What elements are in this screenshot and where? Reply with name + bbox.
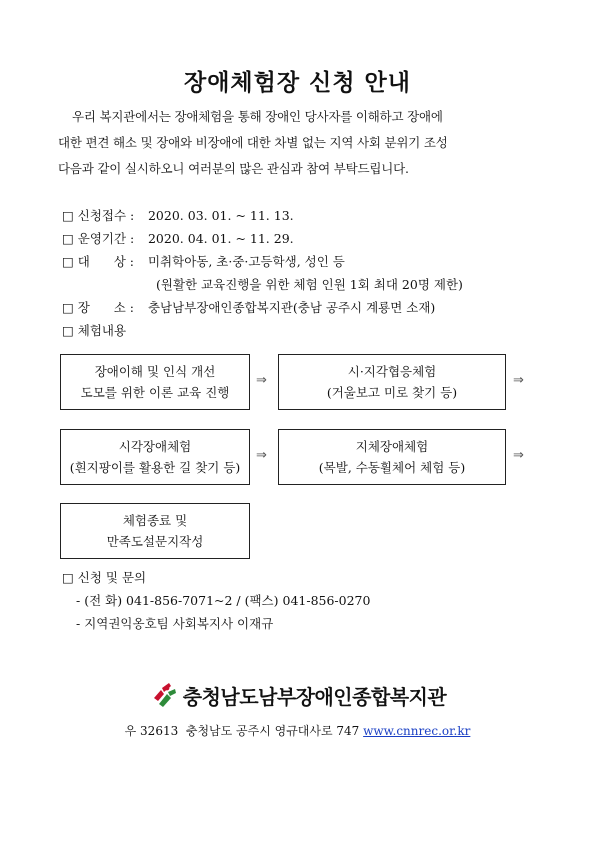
intro-line: 우리 복지관에서는 장애체험을 통해 장애인 당사자를 이해하고 장애에: [72, 109, 443, 124]
program-box-line: 지체장애체험: [355, 439, 429, 454]
contact-heading: □ 신청 및 문의: [62, 570, 147, 585]
program-box-line: (거울보고 미로 찾기 등): [326, 385, 458, 400]
program-box-theory: [60, 354, 250, 410]
info-apply-label: □ 신청접수 :: [62, 208, 135, 223]
info-program-label: □ 체험내용: [62, 323, 127, 338]
info-target-value: 미취학아동, 초·중·고등학생, 성인 등: [147, 254, 345, 269]
arrow-right-icon: ⇒: [513, 448, 524, 463]
contact-staff: - 지역권익옹호팀 사회복지사 이재규: [76, 616, 274, 631]
program-box-line: 시각장애체험: [118, 439, 192, 454]
address-text: 우 32613 충청남도 공주시 영규대사로 747: [124, 724, 364, 738]
page-title: 장애체험장 신청 안내: [184, 70, 411, 96]
contact-phone: - (전 화) 041-856-7071~2 / (팩스) 041-856-0270: [76, 593, 371, 608]
info-place-value: 충남남부장애인종합복지관(충남 공주시 계룡면 소재): [147, 300, 436, 315]
organization-logo-icon: [149, 680, 179, 710]
info-period-label: □ 운영기간 :: [62, 231, 135, 246]
program-box-line: (흰지팡이를 활용한 길 찾기 등): [69, 460, 241, 475]
program-box-line: 만족도설문지작성: [106, 534, 204, 549]
program-box-line: 체험종료 및: [122, 513, 188, 528]
arrow-right-icon: ⇒: [513, 373, 524, 388]
info-apply: [62, 204, 463, 227]
intro-line: 대한 편견 해소 및 장애와 비장애에 대한 차별 없는 지역 사회 분위기 조성: [58, 135, 448, 150]
arrow-right-icon: ⇒: [256, 448, 267, 463]
program-box-visual-impairment: [60, 429, 250, 485]
footer-logo: [0, 680, 595, 710]
info-period-value: 2020. 04. 01. ~ 11. 29.: [147, 231, 294, 246]
program-box-line: 장애이해 및 인식 개선: [94, 364, 216, 379]
info-place: [62, 296, 463, 319]
info-target-label: □ 대 상 :: [62, 254, 134, 269]
contact-section: [62, 566, 370, 635]
info-period: [62, 227, 463, 250]
program-box-physical-impairment: [278, 429, 506, 485]
info-apply-value: 2020. 03. 01. ~ 11. 13.: [147, 208, 294, 223]
intro-paragraph: [58, 104, 548, 182]
footer-address: [0, 722, 595, 739]
program-box-line: 시·지각협응체험: [347, 364, 437, 379]
info-list: [62, 204, 463, 342]
website-link[interactable]: www.cnnrec.or.kr: [363, 724, 471, 738]
intro-line: 다음과 같이 실시하오니 여러분의 많은 관심과 참여 부탁드립니다.: [58, 161, 409, 176]
program-box-survey: [60, 503, 250, 559]
program-box-visual-perception: [278, 354, 506, 410]
info-target-note: (원활한 교육진행을 위한 체험 인원 1회 최대 20명 제한): [156, 277, 463, 292]
info-place-label: □ 장 소 :: [62, 300, 134, 315]
program-box-line: (목발, 수동휠체어 체험 등): [318, 460, 466, 475]
organization-name: 충청남도남부장애인종합복지관: [182, 684, 447, 709]
arrow-right-icon: ⇒: [256, 373, 267, 388]
info-target: [62, 250, 463, 273]
program-box-line: 도모를 위한 이론 교육 진행: [80, 385, 230, 400]
